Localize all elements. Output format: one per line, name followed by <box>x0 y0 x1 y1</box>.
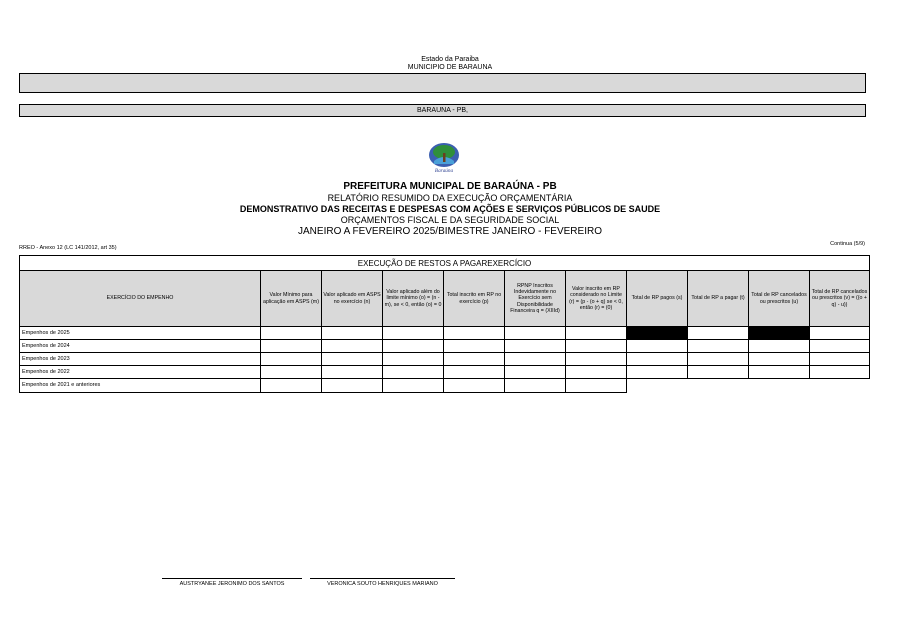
table-cell <box>688 366 749 379</box>
column-header: Total inscrito em RP no exercício (p) <box>444 271 505 327</box>
column-header: Valor aplicado em ASPS no exercício (n) <box>322 271 383 327</box>
table-cell <box>505 353 566 366</box>
table-cell <box>261 366 322 379</box>
table-cell <box>261 327 322 340</box>
signature-line <box>310 578 455 579</box>
header-grey-bar <box>19 73 866 93</box>
table-cell <box>505 366 566 379</box>
table-cell <box>505 327 566 340</box>
table-cell <box>810 366 870 379</box>
table-cell <box>810 379 870 393</box>
logo-text: Baraúna <box>434 168 454 174</box>
table-cell <box>688 379 749 393</box>
column-header: EXERCÍCIO DO EMPENHO <box>20 271 261 327</box>
table-cell <box>444 366 505 379</box>
title-prefeitura: PREFEITURA MUNICIPAL DE BARAÚNA - PB <box>343 181 557 192</box>
row-label: Empenhos de 2024 <box>20 340 261 353</box>
table-row <box>20 379 870 393</box>
table-cell <box>383 353 444 366</box>
table-cell <box>383 366 444 379</box>
table-cell <box>322 340 383 353</box>
blocked-cell <box>749 327 810 340</box>
table-cell <box>627 353 688 366</box>
table-cell <box>627 366 688 379</box>
table-cell <box>810 327 870 340</box>
table-row <box>20 366 870 379</box>
restos-a-pagar-table <box>19 255 870 393</box>
row-label: Empenhos de 2021 e anteriores <box>20 379 261 393</box>
table-cell <box>566 366 627 379</box>
table-cell <box>749 379 810 393</box>
table-cell <box>505 379 566 393</box>
column-header: Total de RP cancelados ou prescritos (v) = ((o + q) - u)) <box>810 271 870 327</box>
row-label: Empenhos de 2025 <box>20 327 261 340</box>
title-periodo: JANEIRO A FEVEREIRO 2025/BIMESTRE JANEIRO - FEVEREIRO <box>298 226 602 237</box>
table-cell <box>261 340 322 353</box>
signature-line <box>162 578 302 579</box>
municipality-logo-icon <box>426 141 462 175</box>
page-continuation: Continua (5/9) <box>830 241 865 247</box>
table-cell <box>383 340 444 353</box>
row-label: Empenhos de 2023 <box>20 353 261 366</box>
table-cell <box>627 379 688 393</box>
table-row <box>20 340 870 353</box>
table-cell <box>261 353 322 366</box>
table-cell <box>566 327 627 340</box>
column-header: Total de RP pagos (s) <box>627 271 688 327</box>
title-orcamentos: ORÇAMENTOS FISCAL E DA SEGURIDADE SOCIAL <box>340 215 560 225</box>
title-demonstrativo: DEMONSTRATIVO DAS RECEITAS E DESPESAS COM AÇÕES E SERVIÇOS PÚBLICOS DE SAUDE <box>239 204 661 214</box>
column-header: RPNP Inscritos Indevidamente no Exercício sem Disponibilidade Financeira q = (XIIId) <box>505 271 566 327</box>
table-cell <box>810 353 870 366</box>
table-row <box>20 327 870 340</box>
table-cell <box>688 327 749 340</box>
table-title: EXECUÇÃO DE RESTOS A PAGAREXERCÍCIO <box>20 256 870 271</box>
table-cell <box>322 366 383 379</box>
signature-name-right: VERONICA SOUTO HENRIQUES MARIANO <box>327 581 438 587</box>
table-cell <box>444 327 505 340</box>
table-row <box>20 353 870 366</box>
column-header: Total de RP a pagar (t) <box>688 271 749 327</box>
table-cell <box>810 340 870 353</box>
table-cell <box>688 340 749 353</box>
table-cell <box>566 353 627 366</box>
table-cell <box>444 379 505 393</box>
column-header: Valor aplicado além do limite mínimo (o) = (n - m), se < 0, então (o) = 0 <box>383 271 444 327</box>
table-cell <box>688 353 749 366</box>
table-cell <box>444 353 505 366</box>
table-cell <box>322 327 383 340</box>
city-bar: BARAUNA - PB, <box>19 104 866 117</box>
table-cell <box>261 379 322 393</box>
table-cell <box>322 353 383 366</box>
table-cell <box>383 327 444 340</box>
title-relatorio: RELATÓRIO RESUMIDO DA EXECUÇÃO ORÇAMENTÁRIA <box>327 193 573 203</box>
table-cell <box>749 366 810 379</box>
signature-name-left: AUSTRYANEE JERONIMO DOS SANTOS <box>179 581 285 587</box>
annex-reference: RREO - Anexo 12 (LC 141/2012, art 35) <box>19 245 117 251</box>
table-cell <box>322 379 383 393</box>
state-name: Estado da Paraiba <box>421 56 479 63</box>
table-cell <box>505 340 566 353</box>
table-cell <box>749 340 810 353</box>
table-cell <box>566 379 627 393</box>
municipality-name: MUNICIPIO DE BARAUNA <box>407 64 493 71</box>
table-cell <box>627 340 688 353</box>
table-cell <box>383 379 444 393</box>
row-label: Empenhos de 2022 <box>20 366 261 379</box>
table-cell <box>749 353 810 366</box>
blocked-cell <box>627 327 688 340</box>
column-header: Total de RP cancelados ou prescritos (u) <box>749 271 810 327</box>
table-cell <box>566 340 627 353</box>
column-header: Valor inscrito em RP considerado no Limite (r) = (p - (o + q) se < 0, então (r) = (0) <box>566 271 627 327</box>
table-cell <box>444 340 505 353</box>
column-header: Valor Mínimo para aplicação em ASPS (m) <box>261 271 322 327</box>
